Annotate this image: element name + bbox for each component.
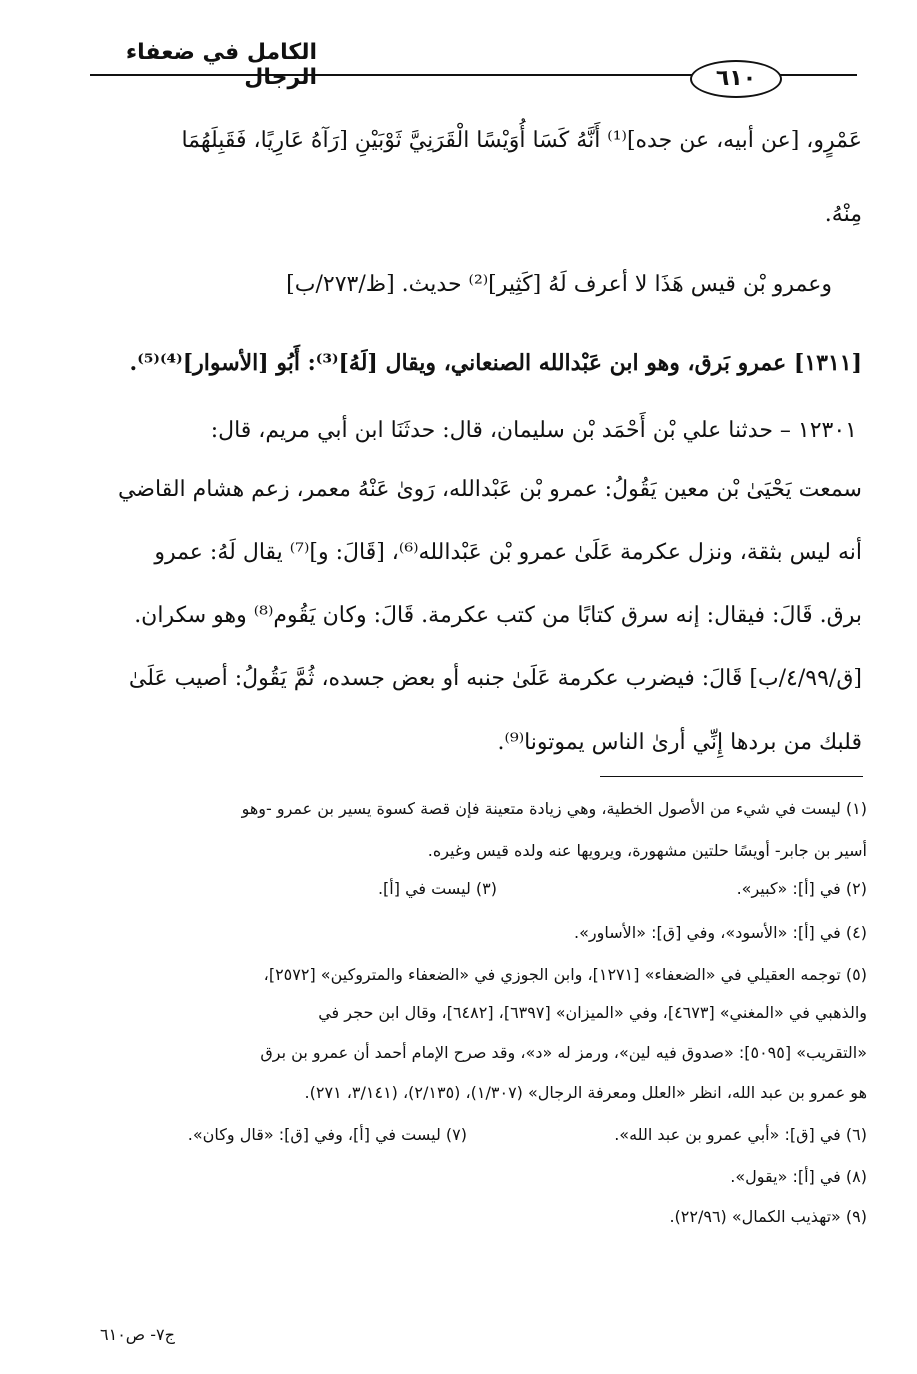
footnote-6: (٦) في [ق]: «أبي عمرو بن عبد الله». (614, 1125, 867, 1144)
paragraph-line-3: أنه ليس بثقة، ونزل عكرمة عَلَىٰ عمرو بْن عَبْدالله⁽⁶⁾، [قَالَ: و]⁽⁷⁾ يقال لَهُ: عمرو (154, 540, 862, 565)
page-number: ٦١٠ (690, 60, 782, 98)
footnote-5a: (٥) توجمه العقيلي في «الضعفاء» [١٢٧١]، وابن الجوزي في «الضعفاء والمتروكين» [٢٥٧٢]، (263, 965, 867, 984)
paragraph-line-4: برق. قَالَ: فيقال: إنه سرق كتابًا من كتب عكرمة. قَالَ: وكان يَقُوم⁽⁸⁾ وهو سكران. (134, 603, 862, 628)
footnote-1a: (١) ليست في شيء من الأصول الخطية، وهي زيادة متعينة فإن قصة كسوة يسير بن عمرو -وهو (241, 799, 867, 818)
book-title: الكامل في ضعفاء الرجال (125, 40, 317, 90)
body-line-3: وعمرو بْن قيس هَذَا لا أعرف لَهُ [كَثِير]⁽²⁾ حديث. [ظ/٢٧٣/ب] (286, 272, 832, 297)
body-line-2: مِنْهُ. (824, 202, 862, 227)
volume-page-reference: ج٧- ص٦١٠ (100, 1325, 175, 1344)
footnote-4: (٤) في [أ]: «الأسود»، وفي [ق]: «الأساور». (574, 923, 867, 942)
footnote-8: (٨) في [أ]: «يقول». (730, 1167, 867, 1186)
body-line-1: عَمْرٍو، [عن أبيه، عن جده]⁽¹⁾ أَنَّهُ كَسَا أُوَيْسًا الْقَرَنِيَّ ثَوْبَيْنِ [رَآهُ عَارِيًا، فَقَبِلَهُمَا (181, 128, 862, 153)
footnote-5c: «التقريب» [٥٠٩٥]: «صدوق فيه لين»، ورمز له «د»، وقد صرح الإمام أحمد أن عمرو بن برق (260, 1043, 867, 1062)
footnote-1b: أسير بن جابر- أويسًا حلتين مشهورة، ويرويها عنه ولده قيس وغيره. (427, 841, 867, 860)
paragraph-line-2: سمعت يَحْيَىٰ بْن معين يَقُولُ: عمرو بْن عَبْدالله، رَوىٰ عَنْهُ معمر، زعم هشام القاضي (117, 477, 862, 502)
footnote-2: (٢) في [أ]: «كبير». (736, 879, 867, 898)
footnote-3: (٣) ليست في [أ]. (377, 879, 497, 898)
paragraph-line-6: قلبك من بردها إِنِّي أرىٰ الناس يموتونا⁽⁹⁾. (497, 730, 862, 755)
footnote-9: (٩) «تهذيب الكمال» (٢٢/٩٦). (669, 1207, 867, 1226)
footnote-7: (٧) ليست في [أ]، وفي [ق]: «قال وكان». (187, 1125, 467, 1144)
entry-heading: [١٣١١] عمرو بَرق، وهو ابن عَبْدالله الصنعاني، ويقال [لَهُ]⁽³⁾: أَبُو [الأسوار]⁽⁴⁾⁽⁵⁾. (129, 350, 862, 376)
footnote-5d: هو عمرو بن عبد الله، انظر «العلل ومعرفة الرجال» (١/٣٠٧)، (٢/١٣٥)، (٣/١٤١، ٢٧١). (304, 1083, 867, 1102)
paragraph-line-5: [ق/٤/٩٩/ب] قَالَ: فيضرب عكرمة عَلَىٰ جنبه أو بعض جسده، ثُمَّ يَقُولُ: أصيب عَلَىٰ (128, 666, 862, 691)
paragraph-line-1: ١٢٣٠١ – حدثنا علي بْن أَحْمَد بْن سليمان، قال: حدثَنَا ابن أبي مريم، قال: (210, 418, 857, 443)
footnote-5b: والذهبي في «المغني» [٤٦٧٣]، وفي «الميزان» [٦٣٩٧]، [٦٤٨٢]، وقال ابن حجر في (318, 1003, 867, 1022)
footnote-separator (600, 776, 863, 777)
